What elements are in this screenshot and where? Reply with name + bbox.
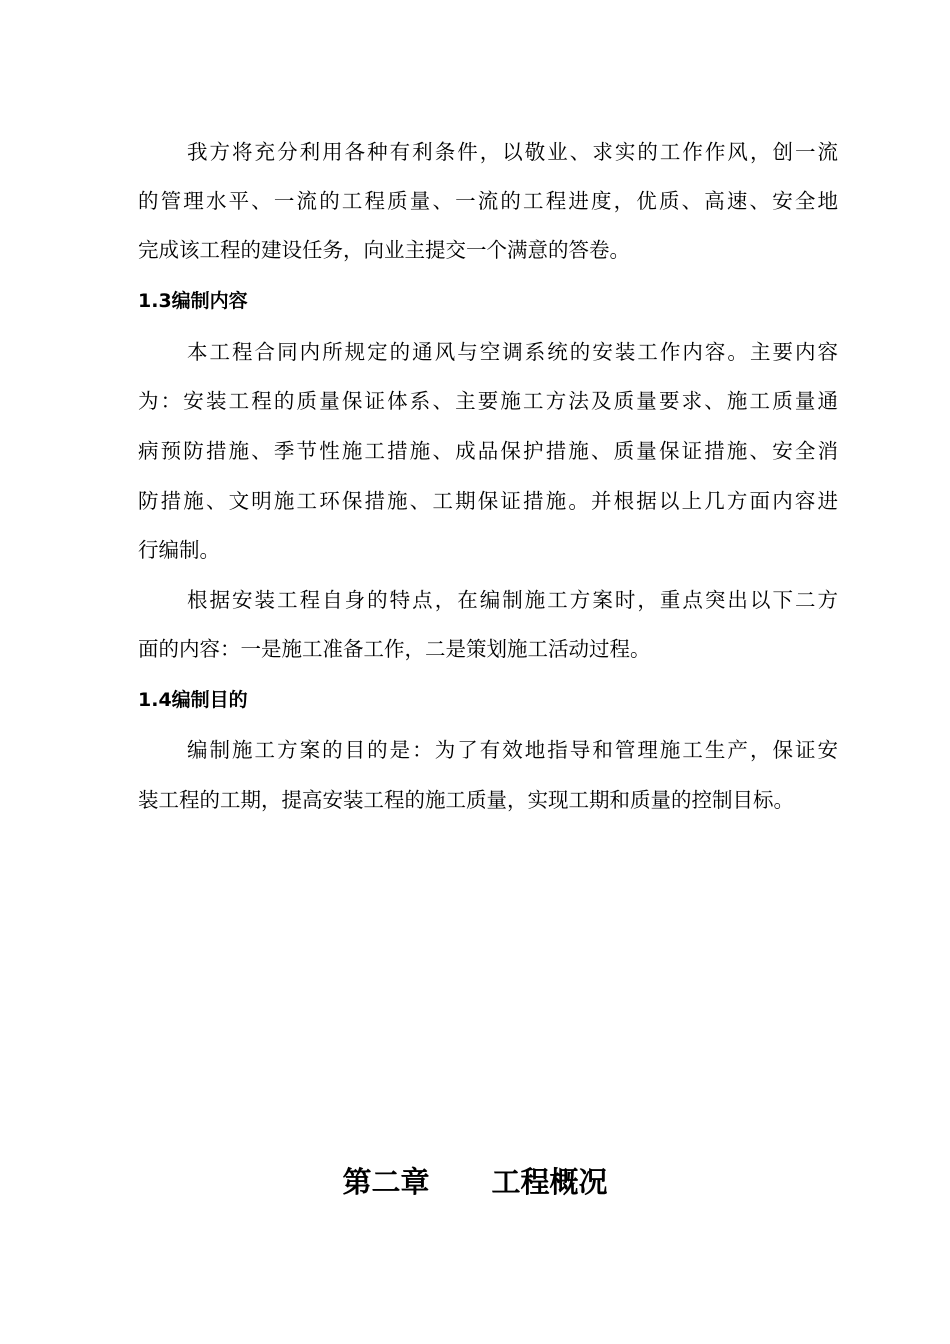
section-heading-1-4: 1.4编制目的 [138, 689, 248, 711]
text-line: 病预防措施、季节性施工措施、成品保护措施、质量保证措施、安全消 [138, 439, 838, 463]
text-line: 完成该工程的建设任务，向业主提交一个满意的答卷。 [138, 238, 630, 262]
text-line: 的管理水平、一流的工程质量、一流的工程进度，优质、高速、安全地 [138, 189, 838, 213]
text-line: 编制施工方案的目的是：为了有效地指导和管理施工生产，保证安 [187, 738, 838, 762]
text-line: 面的内容：一是施工准备工作，二是策划施工活动过程。 [138, 637, 651, 661]
text-line: 防措施、文明施工环保措施、工期保证措施。并根据以上几方面内容进 [138, 489, 838, 513]
text-line: 装工程的工期，提高安装工程的施工质量，实现工期和质量的控制目标。 [138, 788, 794, 812]
text-line: 为：安装工程的质量保证体系、主要施工方法及质量要求、施工质量通 [138, 389, 838, 413]
chapter-heading [0, 1162, 950, 1202]
text-line: 行编制。 [138, 538, 220, 562]
chapter-title: 工程概况 [491, 1165, 608, 1199]
chapter-number: 第二章 [342, 1165, 430, 1199]
section-heading-1-3: 1.3编制内容 [138, 290, 248, 312]
text-line: 本工程合同内所规定的通风与空调系统的安装工作内容。主要内容 [187, 340, 838, 364]
text-line: 根据安装工程自身的特点，在编制施工方案时，重点突出以下二方 [187, 588, 838, 612]
text-line: 我方将充分利用各种有利条件，以敬业、求实的工作作风，创一流 [187, 140, 838, 164]
